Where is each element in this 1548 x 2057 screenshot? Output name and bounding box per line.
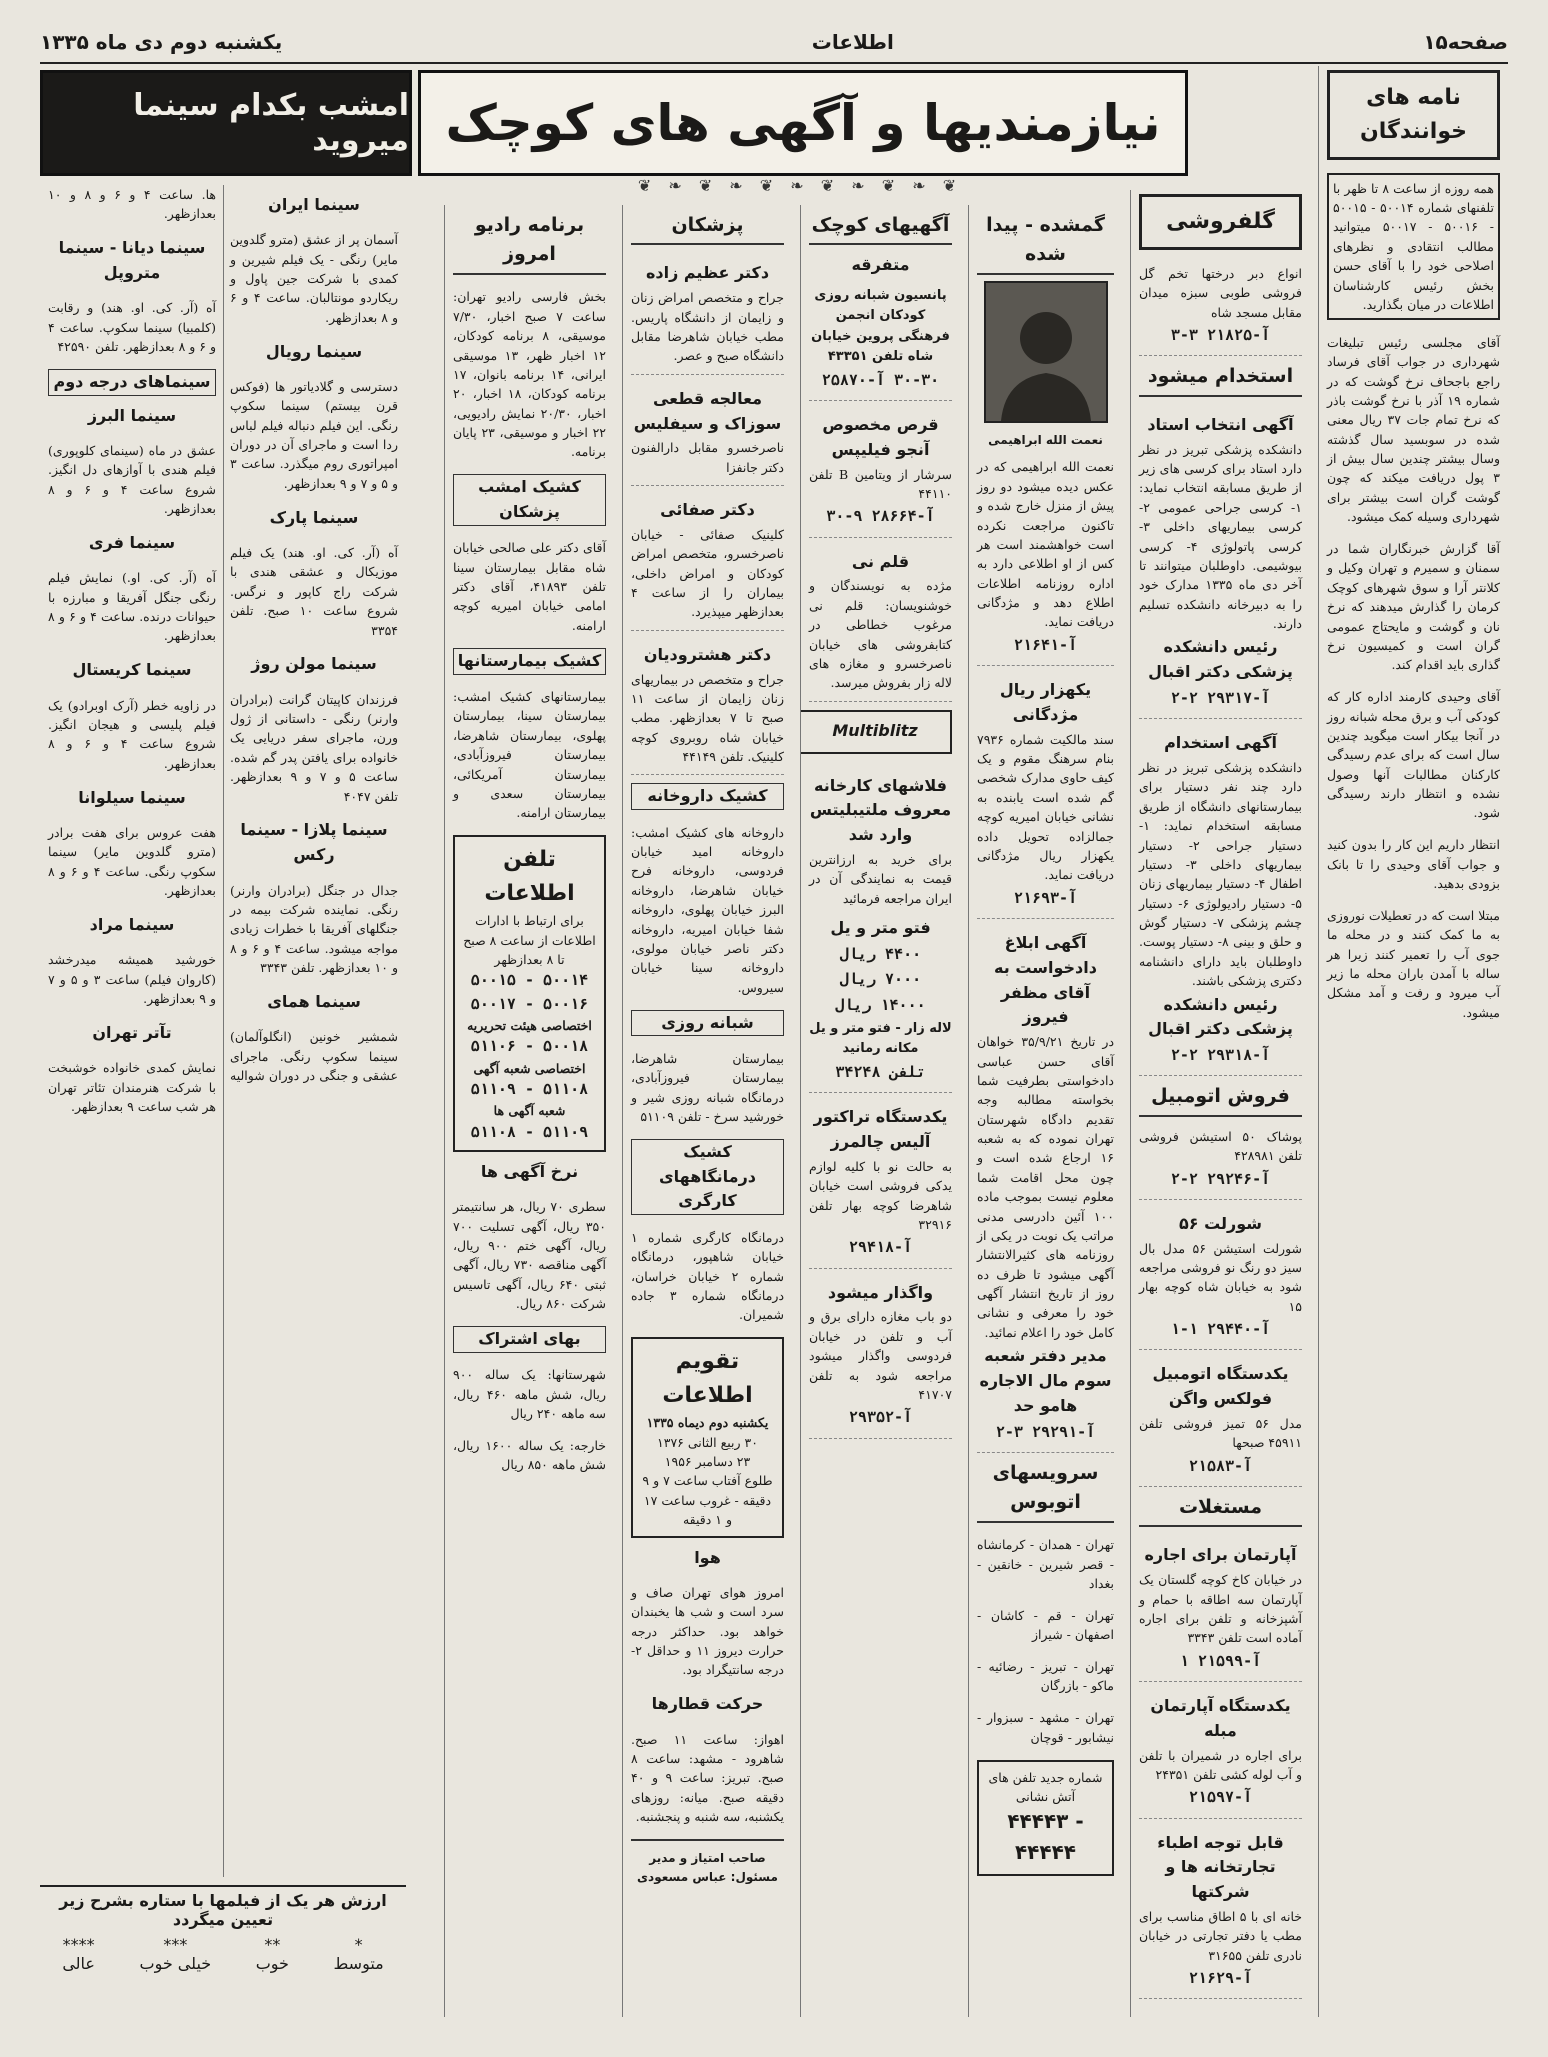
estate-title: مستغلات <box>1139 1493 1302 1527</box>
ad-block <box>1139 401 1302 719</box>
rating-label: خیلی خوب <box>139 1954 212 1973</box>
cinema-text: هفت عروس برای هفت برادر (مترو گلدوین مایر) سینما سکوپ رنگی. ساعت ۴ و ۶ و ۸ بعدازظهر. <box>48 824 217 899</box>
store-phone: تلفن ۳۴۲۴۸ <box>835 1063 926 1082</box>
cinema-text: آه (آر. کی. او.) نمایش فیلم رنگی جنگل آفریقا و مبارزه با حیوانات درنده. ساعت ۴ و ۶ و ۸ بعدازظهر. <box>48 570 217 644</box>
ad-text: برای اجاره در شمیران با تلفن و آب لوله کشی تلفن ۲۴۳۵۱ <box>1139 1747 1302 1782</box>
cinema-text: آه (آر. کی. او. هند) و رقابت (کلمبیا) سینما سکوپ. ساعت ۴ و ۶ و ۸ بعدازظهر. تلفن ۴۲۵۹۰ <box>48 300 216 355</box>
ad-block <box>631 249 784 374</box>
film-rating-legend <box>40 1885 406 1997</box>
ad-text: دانشکده پزشکی تبریز در نظر دارد استاد برای کرسی های زیر از طریق مسابقه انتخاب نماید: ۱- کرسی جراحی عمومی ۲- کرسی بیماریهای داخلی ۳- کرسی پاتولوژی ۴- کرسی بیوشیمی. داوطلبان میتوانند تا آخر دی ماه ۱۳۳۵ مدارک خود را به دبیرخانه دانشکده تسلیم دارند. <box>1139 441 1303 632</box>
doctors-title: پزشکان <box>631 211 784 245</box>
calendar-title: تقویم اطلاعات <box>662 1349 753 1409</box>
cinema-text: آه (آر. کی. او. هند) یک فیلم موزیکال و عشقی هندی با شرکت راج کاپور و نرگس. شروع ساعت ۱۰ صبح. تلفن ۳۳۵۴ <box>230 545 398 638</box>
subscription-city: شهرستانها: یک ساله ۹۰۰ ریال، شش ماهه ۴۶۰ ریال، سه ماهه ۲۴۰ ریال <box>453 1367 606 1421</box>
rating-very-good <box>140 1935 212 1973</box>
cinema-title: سینما مراد <box>89 914 175 934</box>
cinema-title: سینما البرز <box>87 405 177 425</box>
small-ads-title: آگهیهای کوچک <box>809 211 952 245</box>
ad-prices-title: نرخ آگهی ها <box>480 1161 579 1181</box>
ad-block <box>809 1269 952 1439</box>
ad-text: مدل ۵۶ تمیز فروشی تلفن ۴۵۹۱۱ صبحها <box>1139 1416 1302 1451</box>
ad-code: آ-۲۹۴۴۰ ۱-۱ <box>1170 1320 1271 1339</box>
column-cinemas <box>40 185 406 1877</box>
column-letters <box>1318 66 1508 2017</box>
price: ۴۴۰۰ ریال <box>839 945 922 963</box>
ad-block <box>1139 719 1302 1076</box>
photo-caption: نعمت الله ابراهیمی <box>988 432 1103 447</box>
column-radio <box>444 205 614 2017</box>
ad-block <box>631 375 784 486</box>
ad-title: قابل توجه اطباء تجارتخانه ها و شرکتها <box>1157 1832 1284 1902</box>
ads-phone-title: اختصاصی شعبه آگهی <box>473 1060 586 1076</box>
price: ۱۴۰۰۰ ریال <box>835 995 926 1014</box>
info-phone-number: ۵۰۰۱۴ - ۵۰۰۱۵ <box>470 971 589 990</box>
multiblitz-logo: Multiblitz <box>800 710 952 754</box>
second-class-cinemas-title: سینماهای درجه دوم <box>48 369 216 396</box>
cinema-title: سینما سیلوانا <box>78 787 186 807</box>
ad-code: آ-۲۱۵۸۳ <box>1188 1456 1253 1475</box>
hospitals-title: کشیک بیمارستانها <box>453 648 606 675</box>
ad-title: یکدستگاه اتومبیل فولکس واگن <box>1152 1364 1289 1409</box>
rating-average <box>333 1935 383 1973</box>
cinema-title: سینما فری <box>88 533 176 553</box>
trains-text: اهواز: ساعت ۱۱ صبح. شاهرود - مشهد: ساعت ۸ صبح. تبریز: ساعت ۹ و ۴۰ دقیقه صبح. میانه: روزهای یکشنبه، سه شنبه و پنجشنبه. <box>631 1731 784 1825</box>
cinema-title: سینما پارک <box>269 507 359 527</box>
ad-text: در تاریخ ۳۵/۹/۲۱ خواهان آقای حسن عباسی دادخواستی بطرفیت شما بخواسته مطالبه وجه تقدیم دادگاه شهرستان تهران نموده که به شعبه ۱۶ ارجاع شده است و چون محل اقامت شما معلوم نیست بموجب ماده ۱۰۰ آئین دادرسی مدنی مراتب یک نوبت در یکی از روزنامه های کثیرالانتشار آگهی میشود تا ظرف ده روز از تاریخ انتشار آگهی خود را معرفی و نشانی کامل خود را اعلام نمائید. <box>977 1034 1115 1340</box>
page-header <box>40 22 1508 64</box>
ads-branch-phone-number: ۵۱۱۰۹ - ۵۱۱۰۸ <box>470 1122 589 1141</box>
jobs-title: استخدام میشود <box>1139 362 1302 396</box>
cinema-text: جدال در جنگل (برادران وارنر) رنگی. نماینده شرکت بیمه در جنگلهای آفریقا با خطرات زیادی مواجه میشود. ساعت ۴ و ۶ و ۸ و ۱۰ بعدازظهر. تلفن ۳۳۴۳ <box>230 882 399 976</box>
letter-text: آقای مجلسی رئیس تبلیغات شهرداری در جواب آقای فرساد راجع باجحاف نرخ گوشت که در شماره ۱۹ آذر با نرخ گوشت باذر که نرخ تمام جات ۳۷ ریال معنی شده در سوبسید سال گذشته وسال بیشتر چندین سال بیش از ۳ پول دریافت میکند که چون گوشت گران است بیشتر برای شهرداری وسیله کمک میشود. <box>1327 334 1500 525</box>
ad-code: ۳۰-۳۰ آ-۲۵۸۷۰ <box>821 370 940 389</box>
ad-block <box>977 666 1114 919</box>
ad-code: آ-۲۱۵۹۷ <box>1188 1788 1253 1807</box>
cinema-title: سینما همای <box>267 991 361 1011</box>
theater-text: نمایش کمدی خانواده خوشبخت با شرکت هنرمندان تئاتر تهران هر شب ساعت ۹ بعدازظهر. <box>48 1060 216 1114</box>
ad-code: آ-۲۹۲۹۱ ۳-۲ <box>995 1422 1096 1441</box>
ad-title: فلاشهای کارخانه معروف ملتیبلیتس وارد شد <box>809 775 952 845</box>
ad-text: انواع دبر درختها تخم گل فروشی طوبی سبزه میدان مقابل مسجد شاه <box>1139 266 1302 320</box>
cinema-title: سینما ایران <box>268 195 360 214</box>
subscription-title: بهای اشتراک <box>453 1326 606 1353</box>
ad-block <box>631 631 784 776</box>
ad-block <box>1139 1121 1302 1200</box>
ad-title: شورلت ۵۶ <box>1178 1213 1263 1233</box>
ad-text: ناصرخسرو مقابل دارالفنون دکتر جانفزا <box>631 440 784 475</box>
letter-text: انتظار داریم این کار را بدون کنید و جواب آقای وحیدی را تا بانک بزودی بدهید. <box>1327 837 1500 892</box>
calendar-gregorian: ۲۳ دسامبر ۱۹۵۶ <box>664 1454 751 1470</box>
calendar-hijri: ۳۰ ربیع الثانی ۱۳۷۶ <box>657 1434 758 1450</box>
cinema-title: سینما رویال <box>265 341 363 361</box>
ad-signature: رئیس دانشکده پزشکی دکتر اقبال <box>1148 994 1293 1039</box>
theater-title: تآتر تهران <box>92 1022 172 1042</box>
ad-text: دانشکده پزشکی تبریز در نظر دارد چند نفر دستیار برای بیمارستانهای دانشگاه از طریق مسابقه استخدام نماید: ۱- دستیار جراحی ۲- دستیار بیماریهای داخلی ۳- دستیار اطفال ۴- دستیار بیماریهای زنان ۵- دستیار رادیولوژی ۶- دستیار چشم پزشکی ۷- دستیار گوش و حلق و بینی ۸- دستیار پوست. داوطلبان باید دارای دانشنامه دکتری پزشکی باشند. <box>1139 760 1302 989</box>
rating-stars: * <box>354 1935 363 1954</box>
bus-line: تهران - قم - کاشان - اصفهان - شیراز <box>977 1607 1114 1643</box>
ad-text: کلینیک صفائی - خیابان ناصرخسرو، متخصص امراض کودکان و امراض داخلی، بیماران را از ساعت ۴ بعدازظهر میپذیرد. <box>631 526 784 620</box>
ad-code: آ-۲۹۳۵۲ <box>848 1408 913 1427</box>
ad-text: سند مالکیت شماره ۷۹۳۶ بنام سرهنگ مقوم و یک کیف حاوی مدارک شخصی گم شده است یابنده به نشانی خیابان امیریه کوچه جمالزاده تحویل داده یکهزار ریال مژدگانی دریافت نماید. <box>977 731 1114 883</box>
info-phone-title: تلفن اطلاعات <box>484 847 575 907</box>
doctor-name: معالجه قطعی سوزاک و سیفلیس <box>633 388 782 433</box>
letters-title: نامه های خوانندگان <box>1327 70 1500 160</box>
rating-excellent <box>62 1935 95 1973</box>
ad-signature: مدیر دفتر شعبه سوم مال الاجاره هامو حد <box>979 1346 1112 1415</box>
ad-title: واگذار میشود <box>827 1282 934 1302</box>
rating-label: خوب <box>255 1954 289 1973</box>
price: ۷۰۰۰ ریال <box>839 970 922 989</box>
letter-text: آقای وحیدی کارمند اداره کار که کودکی آب و برق محله شبانه روز در آنجا بیکار است میگوید چندین سال است که برای عدم رسیدگی کارکنان مطالبات آنها وصول نشده و انتظار دارند رسیدگی شود. <box>1327 689 1500 821</box>
fire-phone-numbers: ۴۴۴۴۳ - ۴۴۴۴۴ <box>1007 1809 1084 1865</box>
calendar-sun: طلوع آفتاب ساعت ۷ و ۹ دقیقه - غروب ساعت ۱۷ و ۱ دقیقه <box>642 1473 773 1528</box>
cinema-text: فرزندان کاپیتان گرانت (برادران وارنر) رنگی - داستانی از ژول ورن، ماجرای سفر دریایی یک خانواده برای یافتن پدر گم شده. ساعت ۵ و ۷ و ۹ بعدازظهر. تلفن ۴۰۴۷ <box>230 691 398 804</box>
cinema-title: سینما پلازا - سینما رکس <box>240 820 388 865</box>
ad-block <box>809 401 952 538</box>
editorial-phone-title: اختصاصی هیئت تحریریه <box>467 1017 592 1033</box>
cinema-text: عشق در ماه (سینمای کلوپوری) فیلم هندی با آوازهای دل انگیز. شروع ساعت ۴ و ۶ و ۸ بعدازظهر. <box>48 443 217 517</box>
rating-label: عالی <box>62 1954 95 1973</box>
ads-phone-number: ۵۱۱۰۸ - ۵۱۱۰۹ <box>470 1079 589 1098</box>
weather-title: هوا <box>694 1547 721 1567</box>
radio-title: برنامه رادیو امروز <box>453 211 606 275</box>
ad-text: دو باب مغازه دارای برق و آب و تلفن در خیابان فردوسی واگذار میشود مراجعه شود به تلفن ۴۱۷۰۷ <box>809 1309 952 1402</box>
ad-block <box>809 538 952 702</box>
ad-title: قرص مخصوص آنجو فیلیپس <box>822 415 939 459</box>
cinema-text: دسترسی و گلادیاتور ها (فوکس قرن بیستم) سینما سکوپ رنگی. این فیلم دنباله فیلم لباس ردا است و ماجرای آن در دوران امپراتوری روم میگذرد. ساعت ۳ و ۵ و ۷ و ۹ بعدازظهر. <box>230 378 398 491</box>
pharmacy-text: داروخانه های کشیک امشب: داروخانه امید خیابان فردوسی، داروخانه فرح خیابان شاهرضا، داروخانه البرز خیابان پهلوی، داروخانه شفا خیابان امیریه، داروخانه دکتر ناصر خیابان مولوی، داروخانه سینا خیابان سیروس. <box>631 824 784 995</box>
ad-block <box>1139 1819 1302 2000</box>
ad-text: جراح و متخصص امراض زنان و زایمان از دانشگاه پاریس. مطب خیابان شاهرضا مقابل دانشگاه صبح و عصر. <box>631 290 784 364</box>
ad-code: آ-۲۹۴۱۸ <box>848 1238 913 1257</box>
subscription-abroad: خارجه: یک ساله ۱۶۰۰ ریال، شش ماهه ۸۵۰ ریال <box>453 1437 606 1473</box>
column-doctors <box>622 205 792 2017</box>
calendar-date: یکشنبه دوم دیماه ۱۳۳۵ <box>646 1415 769 1431</box>
issue-date: یکشنبه دوم دی ماه ۱۳۳۵ <box>40 30 283 54</box>
ad-text: جراح و متخصص در بیماریهای زنان زایمان از ساعت ۱۱ صبح تا ۷ بعدازظهر. مطب خیابان شاه روبروی کوچه کلینیک. تلفن ۴۴۱۴۹ <box>631 671 784 765</box>
ad-title: آگهی ابلاغ دادخواست به آقای مظفر فیروز <box>994 932 1097 1027</box>
rating-stars: **** <box>62 1935 95 1954</box>
calendar-box <box>631 1337 784 1537</box>
cinema-text: در زاویه خطر (آرک اوبرادو) یک فیلم پلیسی و هیجان انگیز. شروع ساعت ۴ و ۶ و ۸ بعدازظهر. <box>48 697 217 771</box>
doctor-name: دکتر هشترودیان <box>643 644 772 664</box>
letters-intro: همه روزه از ساعت ۸ تا ظهر با تلفنهای شماره ۵۰۰۱۴ - ۵۰۰۱۵ - ۵۰۰۱۶ - ۵۰۰۱۷ میتوانید مطالب انتقادی و نظرهای اصلاحی خود را با آقای حسن بخش رئیس کارشناسان اطلاعات در میان بگذارید. <box>1327 173 1500 321</box>
doctors-on-call-title: کشیک امشب پزشکان <box>453 474 606 526</box>
weather-text: امروز هوای تهران صاف و سرد است و شب ها یخبندان خواهد بود. حداکثر درجه حرارت دیروز ۱۱ و حداقل ۲- درجه سانتیگراد بود. <box>631 1584 784 1678</box>
pharmacy-title: کشیک داروخانه <box>631 783 784 810</box>
cinema-banner: امشب بکدام سینما میروید <box>40 70 412 176</box>
column-jobs <box>1130 190 1310 2017</box>
lost-title: گمشده - پیدا شده <box>977 211 1114 275</box>
ad-block <box>1139 1682 1302 1819</box>
ad-text: مژده به نویسندگان و خوشنویسان: قلم نی مرغوب خطاطی در کتابفروشی های خیابان ناصرخسرو و مغازه های لاله زار بفروش میرسد. <box>809 578 952 691</box>
ad-prices-text: سطری ۷۰ ریال، هر سانتیمتر ۳۵۰ ریال، آگهی تسلیت ۷۰۰ ریال، آگهی ختم ۹۰۰ ریال، آگهی مناقصه ۷۳۰ ریال، آگهی ثبتی ۶۴۰ ریال، آگهی تاسیس شرکت ۸۶۰ ریال. <box>453 1199 607 1311</box>
ad-block <box>1139 1200 1302 1351</box>
rating-good <box>256 1935 289 1973</box>
cinema-title: سینما دیانا - سینما متروپل <box>58 238 206 283</box>
info-phone-desc: برای ارتباط با ادارات اطلاعات از ساعت ۸ صبح تا ۸ بعدازظهر <box>463 913 596 968</box>
ad-code: آ-۲۱۶۲۹ <box>1188 1969 1253 1988</box>
radio-text: بخش فارسی رادیو تهران: ساعت ۷ صبح اخبار، ۷/۳۰ موسیقی، ۸ برنامه کودکان، ۱۲ اخبار ظهر، ۱۳ موسیقی ایرانی، ۱۴ برنامه بانوان، ۱۷ برنامه کودکان، ۱۸ اخبار، ۲۰ اخبار، ۲۰/۳۰ نمایش رادیویی، ۲۲ اخبار و موسیقی، ۲۳ پایان برنامه. <box>453 289 607 460</box>
classifieds-masthead: نیازمندیها و آگهی های کوچک <box>418 70 1188 176</box>
ad-code: آ-۲۸۶۶۴ ۹-۳۰ <box>826 507 935 526</box>
hospitals-text: بیمارستانهای کشیک امشب: بیمارستان سینا، بیمارستان پهلوی، بیمارستان شاهرضا، بیمارستان فیروزآبادی، بیمارستان آمریکائی، بیمارستان سعدی و بیمارستان ارامنه. <box>453 689 606 821</box>
column-lost-found <box>968 205 1122 2017</box>
store-name: لاله زار - فتو متر و یل مکانه رمانید <box>809 1020 952 1056</box>
ad-text: سرشار از ویتامین B تلفن ۴۴۱۱۰ <box>809 466 952 502</box>
ad-title: یکهزار ریال مژدگانی <box>999 680 1092 724</box>
column-small-ads <box>800 205 960 2017</box>
ad-code: آ-۲۱۸۲۵ ۳-۳ <box>1170 326 1271 345</box>
ad-text: به حالت نو با کلیه لوازم یدکی فروشی است خیابان شاهرضا کوچه بهار تلفن ۳۲۹۱۶ <box>809 1158 952 1232</box>
ad-block <box>1139 1350 1302 1487</box>
trains-title: حرکت قطارها <box>651 1694 764 1714</box>
rating-scale <box>40 1935 406 1973</box>
doctor-name: دکتر عظیم زاده <box>645 263 770 283</box>
ad-text: نعمت الله ابراهیمی که در عکس دیده میشود دو روز پیش از منزل خارج شده و تاکنون مراجعت نکرده است خواهشمند است هر کس از او اطلاعی دارد به اداره روزنامه اطلاعات اطلاع دهد و مژدگانی دریافت نماید. <box>977 459 1114 630</box>
ad-title: یکدستگاه آپارتمان مبله <box>1150 1696 1291 1740</box>
ad-text: خانه ای با ۵ اطاق مناسب برای مطب یا دفتر تجارتی در خیابان نادری تلفن ۳۱۶۵۵ <box>1139 1908 1302 1963</box>
flowers-title: گلفروشی <box>1139 194 1302 250</box>
ad-code: آ-۲۱۶۴۱ <box>1013 635 1078 654</box>
cinema-text: خورشید همیشه میدرخشد (کاروان فیلم) ساعت ۳ و ۵ و ۷ و ۹ بعدازظهر. <box>48 952 216 1006</box>
ad-text: پانسیون شبانه روزی کودکان انجمن فرهنگی پروین خیابان شاه تلفن ۴۳۳۵۱ <box>811 288 950 364</box>
labor-clinic-text: درمانگاه کارگری شماره ۱ خیابان شاهپور، درمانگاه شماره ۲ خیابان خراسان، درمانگاه شماره ۳ جاده شمیران. <box>631 1229 785 1323</box>
letter-text: مبتلا است که در تعطیلات نوروزی به ما کمک کنند و در محله ما جوی آب را تعمیر کنند زیرا هر ساله با آمدن باران محله ما زیر آب میرود و رفت و آمد مشکل میشود. <box>1327 907 1500 1020</box>
ad-title: آگهی انتخاب استاد <box>1147 414 1294 434</box>
fire-phone-box <box>977 1760 1114 1877</box>
ad-title: آگهی استخدام <box>1164 733 1277 753</box>
ad-title: قلم نی <box>851 551 910 571</box>
ad-text: برای خرید به ارزانترین قیمت به نمایندگی آن در ایران مراجعه فرمائید <box>809 852 952 906</box>
misc-subtitle: متفرقه <box>851 255 910 275</box>
ad-text: پوشاک ۵۰ استیشن فروشی تلفن ۴۲۸۹۸۱ <box>1139 1128 1302 1164</box>
info-phone-box <box>453 835 606 1152</box>
cars-title: فروش اتومبیل <box>1139 1082 1302 1116</box>
cinema-text: شمشیر خونین (انگلوآلمان) سینما سکوپ رنگی. ماجرای عشقی و جنگی در دوران شوالیه ها. ساعت ۴ و ۶ و ۸ و ۱۰ بعدازظهر. <box>48 187 398 1083</box>
ad-block <box>809 280 952 401</box>
paper-name: اطلاعات <box>811 30 894 54</box>
rating-label: متوسط <box>333 1954 384 1973</box>
night-title: شبانه روزی <box>631 1010 784 1037</box>
ad-block <box>1139 1531 1302 1682</box>
cinema-title: سینما مولن روژ <box>251 654 377 674</box>
ad-code: آ-۲۱۶۹۳ <box>1013 888 1078 907</box>
ad-block <box>1139 258 1302 356</box>
bus-line: تهران - تبریز - رضائیه - ماکو - بازرگان <box>977 1659 1114 1694</box>
ad-code: آ-۲۹۲۴۶ ۲-۲ <box>1170 1169 1271 1188</box>
rating-stars: *** <box>163 1935 188 1954</box>
editorial-phone-number: ۵۰۰۱۸ - ۵۱۱۰۶ <box>470 1037 589 1056</box>
letter-text: آقا گزارش خبرنگاران شما در سمنان و سمیرم و تهران وکیل و کلانتر آرا و سوق شهرهای کوچک کرمان را گذارش میدهند که نرخ نان و گوشت و مایحتاج عمومی گران است و کمیسیون نرخ گذاری باید اقدام کند. <box>1327 541 1500 673</box>
ad-signature: رئیس دانشکده پزشکی دکتر اقبال <box>1148 637 1293 682</box>
doctors-on-call-text: آقای دکتر علی صالحی خیابان شاه مقابل بیمارستان سینا تلفن ۴۱۸۹۳، آقای دکتر امامی خیابان امیریه کوچه ارامنه. <box>453 540 606 633</box>
fire-phone-title: شماره جدید تلفن های آتش نشانی <box>988 1769 1103 1804</box>
ad-block <box>809 1093 952 1268</box>
bus-title: سرویسهای اتوبوس <box>977 1459 1114 1523</box>
publisher-signature: صاحب امتیاز و مدیر مسئول: عباس مسعودی <box>637 1850 778 1884</box>
divider <box>631 1839 784 1841</box>
ad-text: در خیابان کاخ کوچه گلستان یک آپارتمان سه اطاقه با حمام و آشپزخانه و تلفن برای اجاره آماده است تلفن ۳۳۴۳ <box>1139 1572 1302 1646</box>
night-text: بیمارستان شاهرضا، بیمارستان فیروزآبادی، درمانگاه شبانه روزی شیر و خورشید سرخ - تلفن ۵۱۱۰۹ <box>631 1050 784 1125</box>
rating-stars: ** <box>264 1935 281 1954</box>
ad-title: آپارتمان برای اجاره <box>1144 1545 1297 1565</box>
ad-code: آ-۲۱۵۹۹ ۱ <box>1179 1651 1262 1670</box>
ad-code: آ-۲۹۳۱۷ ۲-۲ <box>1170 689 1271 708</box>
rating-title: ارزش هر یک از فیلمها با ستاره بشرح زیر تعیین میگردد <box>59 1891 387 1929</box>
ad-title: یکدستگاه تراکتور آلیس چالمرز <box>813 1107 948 1152</box>
ad-block <box>631 486 784 631</box>
ad-text: شورلت استیشن ۵۶ مدل بال سیز دو رنگ نو فروشی مراجعه شود به خیابان شاه کوچه بهار ۱۵ <box>1139 1240 1302 1314</box>
labor-clinic-title: کشیک درمانگاههای کارگری <box>631 1139 784 1215</box>
ornament-divider: ❦ ❧ ❦ ❧ ❦ ❧ ❦ ❧ ❦ ❧ ❦ <box>637 176 963 195</box>
ad-block <box>809 762 952 1094</box>
ad-subtitle: فتو متر و یل <box>830 918 931 938</box>
bus-line: تهران - مشهد - سبزوار - نیشابور - قوچان <box>977 1710 1114 1745</box>
cinema-title: سینما کریستال <box>72 660 192 680</box>
doctor-name: دکتر صفائی <box>660 500 755 520</box>
bus-line: تهران - همدان - کرمانشاه - قصر شیرین - خانقین - بغداد <box>977 1537 1114 1591</box>
missing-person-photo <box>984 281 1108 423</box>
ad-block <box>977 919 1114 1453</box>
ads-branch-phone-title: شعبه آگهی ها <box>493 1103 566 1119</box>
ad-code: آ-۲۹۳۱۸ ۲-۲ <box>1170 1046 1271 1065</box>
page-number: صفحه۱۵ <box>1423 30 1508 54</box>
ad-block <box>977 451 1114 666</box>
person-silhouette-icon <box>991 293 1101 421</box>
cinema-text: آسمان پر از عشق (مترو گلدوین مایر) رنگی - یک فیلم شیرین و کمدی با شرکت جین پاول و ریکاردو مونتالبان. ساعت ۴ و ۶ و ۸ بعدازظهر. <box>230 232 399 325</box>
info-phone-number: ۵۰۰۱۶ - ۵۰۰۱۷ <box>470 994 589 1013</box>
